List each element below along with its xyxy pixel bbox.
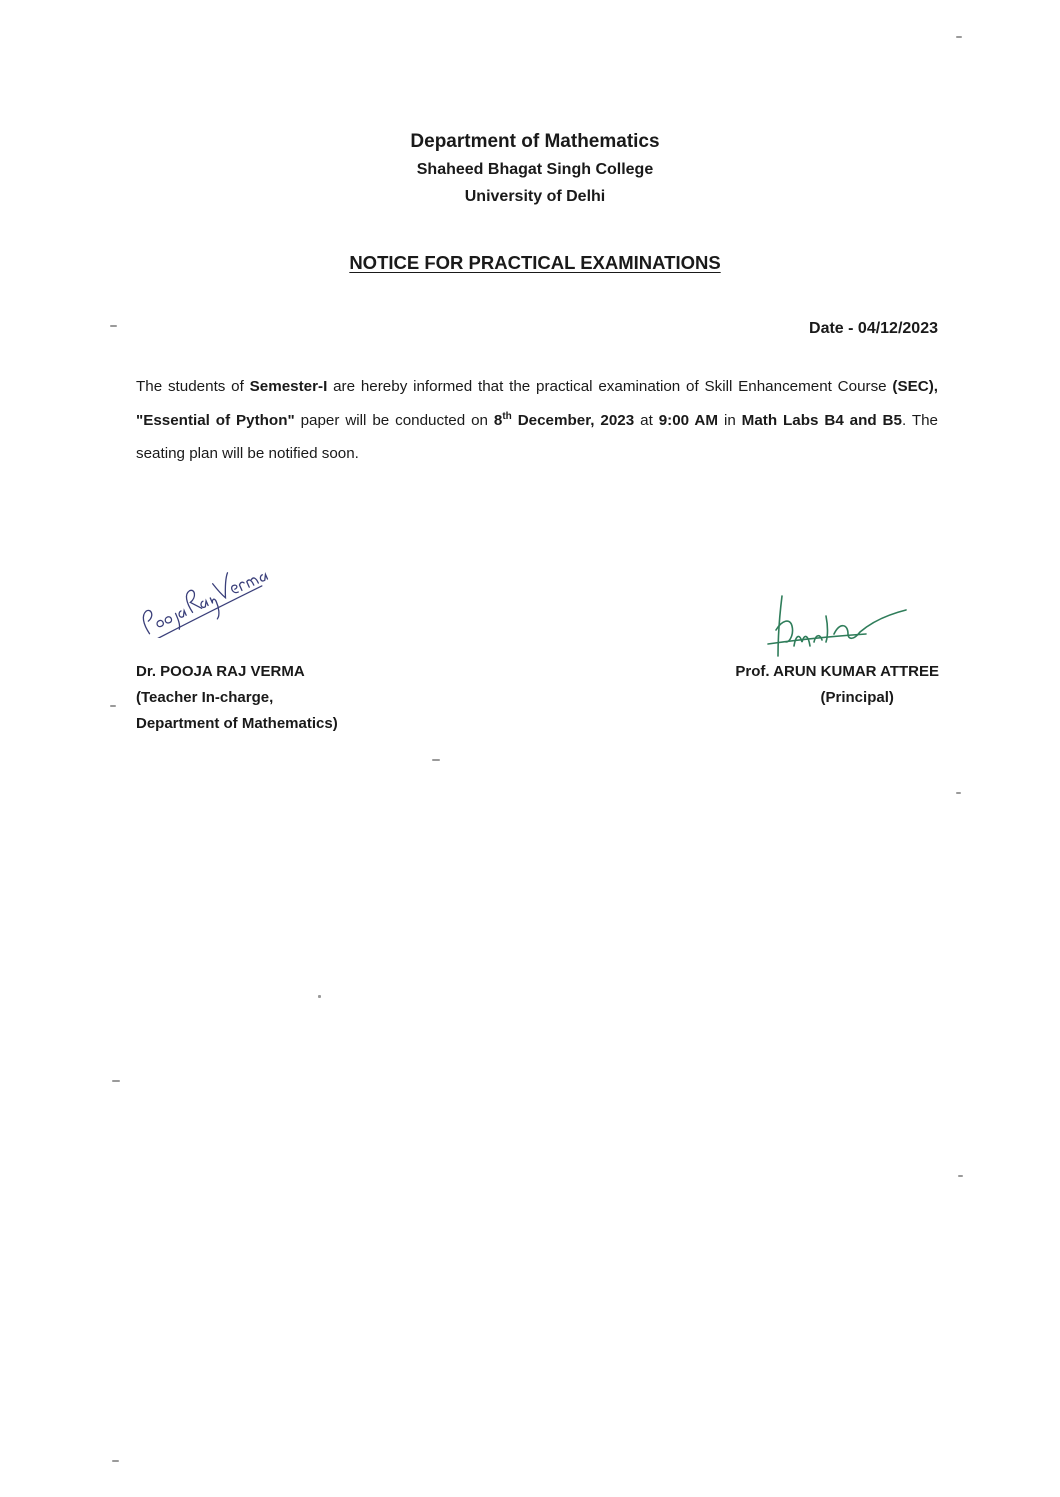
- signature-right: [756, 590, 916, 670]
- signatory-left: [136, 659, 338, 737]
- scan-speck: [112, 1080, 120, 1082]
- exam-date: 8th December, 2023: [493, 410, 635, 429]
- notice-date: Date - 04/12/2023: [809, 320, 938, 337]
- scan-speck: [112, 1460, 119, 1462]
- signatory-right-name: Prof. ARUN KUMAR ATTREE: [735, 663, 939, 680]
- signatory-right-role: (Principal): [820, 689, 894, 706]
- university-name: University of Delhi: [464, 188, 606, 205]
- signature-left: [128, 528, 288, 638]
- department-heading: Department of Mathematics: [410, 131, 660, 152]
- course-name: (SEC), "Essential of Python": [136, 378, 938, 429]
- exam-venue: Math Labs B4 and B5: [741, 411, 902, 429]
- signatory-left-department: Department of Mathematics): [136, 715, 338, 732]
- scan-speck: [432, 759, 440, 761]
- body-text: . The seating plan will be notified soon.: [136, 411, 938, 462]
- body-text: paper will be conducted on: [294, 411, 494, 429]
- exam-time: 9:00 AM: [658, 411, 719, 429]
- signatory-left-role: (Teacher In-charge,: [136, 689, 274, 706]
- college-name: Shaheed Bhagat Singh College: [416, 161, 654, 178]
- scan-speck: [318, 995, 321, 998]
- body-text: The students of: [136, 378, 250, 395]
- scan-speck: [110, 325, 117, 327]
- signatory-left-name: Dr. POOJA RAJ VERMA: [136, 663, 305, 680]
- body-text: in: [718, 411, 742, 429]
- body-text: at: [634, 411, 659, 429]
- notice-title: NOTICE FOR PRACTICAL EXAMINATIONS: [349, 252, 721, 273]
- signatory-right: [735, 659, 939, 711]
- scan-speck: [110, 705, 116, 707]
- semester-label: Semester-I: [249, 378, 328, 395]
- scan-speck: [956, 36, 962, 38]
- scan-speck: [958, 1175, 963, 1177]
- scan-speck: [956, 792, 961, 794]
- body-text: are hereby informed that the practical examination of Skill Enhancement Course: [327, 378, 893, 395]
- notice-body: [136, 370, 938, 471]
